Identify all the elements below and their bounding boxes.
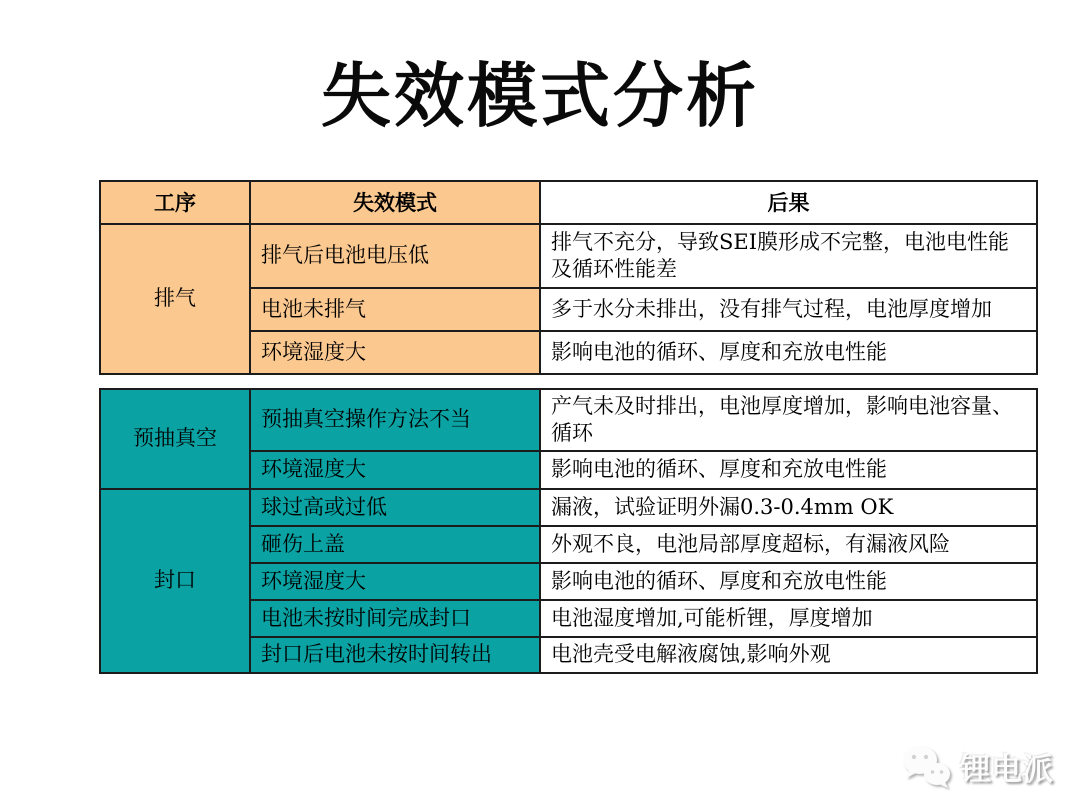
- consequence-cell: 产气未及时排出，电池厚度增加，影响电池容量、循环: [540, 389, 1037, 451]
- watermark-logo: [900, 736, 1065, 796]
- mode-cell: 砸伤上盖: [250, 526, 540, 563]
- header-failure-mode: 失效模式: [250, 181, 540, 224]
- mode-cell: 环境湿度大: [250, 563, 540, 600]
- failure-mode-table-venting: [99, 180, 1038, 375]
- process-cell-prevacuum: 预抽真空: [100, 389, 250, 489]
- process-cell-venting: 排气: [100, 224, 250, 374]
- header-process: 工序: [100, 181, 250, 224]
- mode-cell: 球过高或过低: [250, 489, 540, 526]
- consequence-cell: 多于水分未排出，没有排气过程，电池厚度增加: [540, 288, 1037, 331]
- mode-cell: 环境湿度大: [250, 331, 540, 374]
- consequence-cell: 排气不充分，导致SEI膜形成不完整，电池电性能及循环性能差: [540, 224, 1037, 288]
- mode-cell: 环境湿度大: [250, 451, 540, 489]
- process-cell-sealing: 封口: [100, 489, 250, 673]
- table-row: [100, 389, 1037, 451]
- consequence-cell: 影响电池的循环、厚度和充放电性能: [540, 331, 1037, 374]
- consequence-cell: 漏液，试验证明外漏0.3-0.4mm OK: [540, 489, 1037, 526]
- mode-cell: 封口后电池未按时间转出: [250, 637, 540, 673]
- page-title: 失效模式分析: [321, 54, 759, 137]
- table-row: [100, 489, 1037, 526]
- watermark-label: 锂电派: [960, 751, 1053, 788]
- consequence-cell: 电池湿度增加,可能析锂，厚度增加: [540, 600, 1037, 637]
- table-header-row: [100, 181, 1037, 224]
- header-consequence: 后果: [540, 181, 1037, 224]
- consequence-cell: 影响电池的循环、厚度和充放电性能: [540, 451, 1037, 489]
- failure-mode-table-vacuum-sealing: [99, 388, 1038, 674]
- mode-cell: 电池未排气: [250, 288, 540, 331]
- mode-cell: 电池未按时间完成封口: [250, 600, 540, 637]
- table-row: [100, 224, 1037, 288]
- consequence-cell: 电池壳受电解液腐蚀,影响外观: [540, 637, 1037, 673]
- mode-cell: 排气后电池电压低: [250, 224, 540, 288]
- consequence-cell: 外观不良，电池局部厚度超标，有漏液风险: [540, 526, 1037, 563]
- consequence-cell: 影响电池的循环、厚度和充放电性能: [540, 563, 1037, 600]
- mode-cell: 预抽真空操作方法不当: [250, 389, 540, 451]
- wechat-icon: [900, 743, 952, 789]
